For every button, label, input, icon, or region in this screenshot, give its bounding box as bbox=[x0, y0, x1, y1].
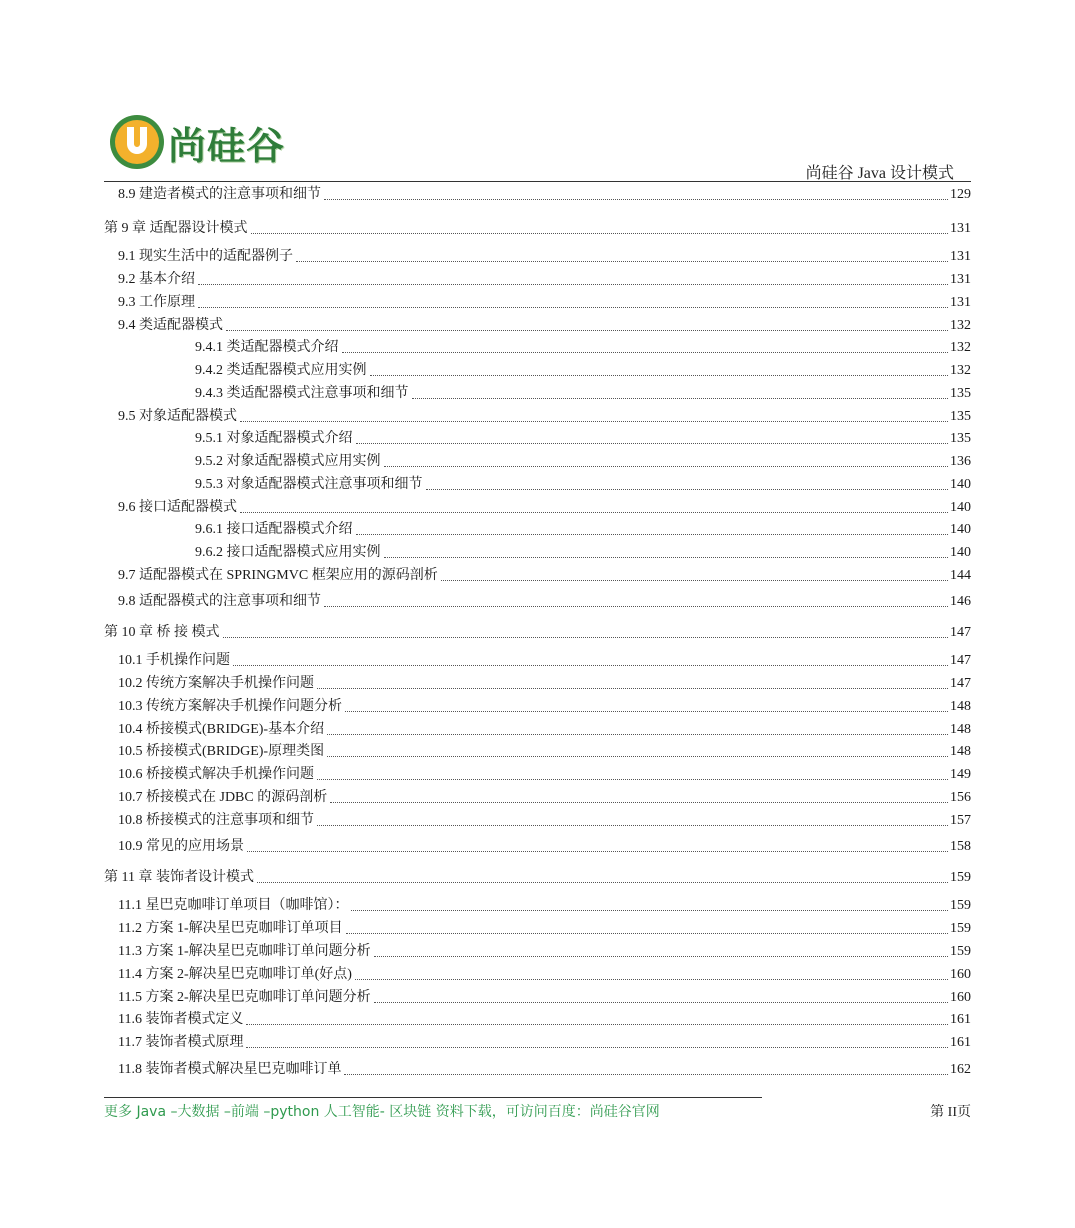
toc-entry[interactable] bbox=[104, 766, 971, 784]
logo-text: 尚硅谷 bbox=[168, 123, 286, 168]
toc-entry-label: 9.5.3 对象适配器模式注意事项和细节 bbox=[195, 477, 423, 492]
toc-entry-page: 131 bbox=[950, 249, 971, 264]
toc-entry[interactable] bbox=[104, 220, 971, 238]
toc-entry-page: 140 bbox=[950, 477, 971, 492]
toc-entry[interactable] bbox=[104, 186, 971, 204]
toc-entry-page: 148 bbox=[950, 722, 971, 737]
toc-entry-label: 9.8 适配器模式的注意事项和细节 bbox=[118, 594, 321, 609]
toc-entry-page: 131 bbox=[950, 295, 971, 310]
toc-entry-page: 129 bbox=[950, 187, 971, 202]
toc-entry[interactable] bbox=[104, 812, 971, 830]
toc-entry[interactable] bbox=[104, 385, 971, 403]
toc-entry[interactable] bbox=[104, 989, 971, 1007]
toc-entry-page: 147 bbox=[950, 625, 971, 640]
toc-entry-page: 156 bbox=[950, 790, 971, 805]
toc-entry[interactable] bbox=[104, 652, 971, 670]
toc-entry-label: 11.2 方案 1-解决星巴克咖啡订单项目 bbox=[118, 921, 343, 936]
toc-entry[interactable] bbox=[104, 248, 971, 266]
toc-entry-label: 9.2 基本介绍 bbox=[118, 272, 195, 287]
toc-entry-label: 8.9 建造者模式的注意事项和细节 bbox=[118, 187, 321, 202]
toc-entry-page: 158 bbox=[950, 839, 971, 854]
toc-entry[interactable] bbox=[104, 943, 971, 961]
toc-entry[interactable] bbox=[104, 966, 971, 984]
toc-entry[interactable] bbox=[104, 339, 971, 357]
toc-entry-label: 10.5 桥接模式(BRIDGE)-原理类图 bbox=[118, 744, 325, 759]
toc-entry-page: 159 bbox=[950, 898, 971, 913]
toc-entry-label: 9.5.1 对象适配器模式介绍 bbox=[195, 431, 353, 446]
toc-entry-page: 146 bbox=[950, 594, 971, 609]
toc-dot-leader bbox=[324, 605, 948, 607]
toc-entry-label: 9.3 工作原理 bbox=[118, 295, 195, 310]
toc-dot-leader bbox=[317, 778, 948, 780]
footer-link-text[interactable]: 更多 Java –大数据 –前端 –python 人工智能- 区块链 资料下载，可访问百度：尚硅谷官网 bbox=[104, 1104, 660, 1120]
toc-entry-label: 11.8 装饰者模式解决星巴克咖啡订单 bbox=[118, 1062, 342, 1077]
toc-entry[interactable] bbox=[104, 362, 971, 380]
toc-entry[interactable] bbox=[104, 521, 971, 539]
toc-dot-leader bbox=[374, 1001, 948, 1003]
logo-u-icon bbox=[108, 113, 166, 171]
logo bbox=[108, 113, 285, 171]
toc-entry-page: 148 bbox=[950, 699, 971, 714]
toc-dot-leader bbox=[233, 664, 948, 666]
toc-entry-label: 第 11 章 装饰者设计模式 bbox=[104, 870, 254, 885]
toc-entry[interactable] bbox=[104, 698, 971, 716]
toc-entry-page: 148 bbox=[950, 744, 971, 759]
toc-entry[interactable] bbox=[104, 721, 971, 739]
toc-entry[interactable] bbox=[104, 453, 971, 471]
toc-entry-page: 140 bbox=[950, 500, 971, 515]
toc-entry[interactable] bbox=[104, 499, 971, 517]
toc-entry-label: 9.4.2 类适配器模式应用实例 bbox=[195, 363, 367, 378]
toc-entry-page: 161 bbox=[950, 1012, 971, 1027]
toc-entry-page: 132 bbox=[950, 363, 971, 378]
toc-entry[interactable] bbox=[104, 271, 971, 289]
toc-entry-page: 135 bbox=[950, 386, 971, 401]
toc-entry[interactable] bbox=[104, 408, 971, 426]
toc-dot-leader bbox=[198, 283, 948, 285]
toc-entry-label: 10.2 传统方案解决手机操作问题 bbox=[118, 676, 314, 691]
toc-entry-label: 9.6.1 接口适配器模式介绍 bbox=[195, 522, 353, 537]
toc-dot-leader bbox=[441, 579, 948, 581]
toc-entry-label: 10.3 传统方案解决手机操作问题分析 bbox=[118, 699, 342, 714]
toc-entry-page: 131 bbox=[950, 272, 971, 287]
toc-entry[interactable] bbox=[104, 789, 971, 807]
toc-entry-page: 149 bbox=[950, 767, 971, 782]
toc-entry-label: 9.7 适配器模式在 SPRINGMVC 框架应用的源码剖析 bbox=[118, 568, 438, 583]
toc-dot-leader bbox=[370, 374, 949, 376]
toc-entry-page: 135 bbox=[950, 431, 971, 446]
toc-entry-label: 10.8 桥接模式的注意事项和细节 bbox=[118, 813, 314, 828]
toc-entry-page: 161 bbox=[950, 1035, 971, 1050]
toc-entry[interactable] bbox=[104, 476, 971, 494]
toc-entry-label: 11.6 装饰者模式定义 bbox=[118, 1012, 244, 1027]
toc-entry-label: 10.7 桥接模式在 JDBC 的源码剖析 bbox=[118, 790, 328, 805]
toc-entry[interactable] bbox=[104, 743, 971, 761]
toc-dot-leader bbox=[296, 260, 948, 262]
toc-entry[interactable] bbox=[104, 544, 971, 562]
toc-entry-page: 131 bbox=[950, 221, 971, 236]
toc-dot-leader bbox=[327, 755, 948, 757]
page-number: 第 II页 bbox=[930, 1105, 971, 1120]
toc-dot-leader bbox=[226, 329, 948, 331]
toc-entry-label: 10.1 手机操作问题 bbox=[118, 653, 230, 668]
toc-dot-leader bbox=[327, 733, 948, 735]
toc-dot-leader bbox=[240, 420, 948, 422]
toc-entry[interactable] bbox=[104, 624, 971, 642]
toc-entry[interactable] bbox=[104, 869, 971, 887]
toc-entry[interactable] bbox=[104, 920, 971, 938]
toc-entry-label: 10.4 桥接模式(BRIDGE)-基本介绍 bbox=[118, 722, 325, 737]
toc-entry-label: 9.6.2 接口适配器模式应用实例 bbox=[195, 545, 381, 560]
toc-dot-leader bbox=[330, 801, 948, 803]
toc-entry-page: 135 bbox=[950, 409, 971, 424]
toc-entry-label: 第 9 章 适配器设计模式 bbox=[104, 221, 248, 236]
toc-dot-leader bbox=[257, 881, 948, 883]
toc-dot-leader bbox=[374, 955, 948, 957]
toc-entry-label: 9.1 现实生活中的适配器例子 bbox=[118, 249, 293, 264]
toc-entry-label: 10.9 常见的应用场景 bbox=[118, 839, 244, 854]
toc-dot-leader bbox=[412, 397, 949, 399]
header-divider bbox=[104, 181, 971, 182]
toc-entry[interactable] bbox=[104, 294, 971, 312]
toc-dot-leader bbox=[351, 909, 948, 911]
footer-divider bbox=[104, 1097, 762, 1098]
toc-entry[interactable] bbox=[104, 1011, 971, 1029]
toc-dot-leader bbox=[251, 232, 949, 234]
toc-entry-page: 160 bbox=[950, 990, 971, 1005]
toc-dot-leader bbox=[223, 636, 949, 638]
toc-entry-label: 9.4 类适配器模式 bbox=[118, 318, 223, 333]
toc-dot-leader bbox=[346, 932, 948, 934]
toc-dot-leader bbox=[356, 442, 949, 444]
toc-dot-leader bbox=[384, 465, 949, 467]
toc-entry-label: 11.4 方案 2-解决星巴克咖啡订单(好点) bbox=[118, 967, 352, 982]
toc-entry-label: 11.7 装饰者模式原理 bbox=[118, 1035, 244, 1050]
toc-entry-page: 132 bbox=[950, 318, 971, 333]
toc-entry[interactable] bbox=[104, 593, 971, 611]
toc-entry-page: 147 bbox=[950, 653, 971, 668]
toc-entry-label: 9.6 接口适配器模式 bbox=[118, 500, 237, 515]
toc-entry-label: 11.1 星巴克咖啡订单项目（咖啡馆）： bbox=[118, 898, 349, 913]
toc-entry[interactable] bbox=[104, 675, 971, 693]
toc-entry[interactable] bbox=[104, 430, 971, 448]
toc-entry[interactable] bbox=[104, 317, 971, 335]
toc-dot-leader bbox=[342, 351, 949, 353]
toc-entry-label: 第 10 章 桥 接 模式 bbox=[104, 625, 220, 640]
toc-entry-page: 160 bbox=[950, 967, 971, 982]
toc-dot-leader bbox=[356, 533, 949, 535]
toc-dot-leader bbox=[345, 710, 948, 712]
toc-dot-leader bbox=[317, 824, 948, 826]
toc-entry-label: 11.5 方案 2-解决星巴克咖啡订单问题分析 bbox=[118, 990, 371, 1005]
toc-dot-leader bbox=[240, 511, 948, 513]
toc-entry[interactable] bbox=[104, 1034, 971, 1052]
toc-entry-page: 132 bbox=[950, 340, 971, 355]
toc-dot-leader bbox=[198, 306, 948, 308]
toc-dot-leader bbox=[344, 1073, 948, 1075]
toc-dot-leader bbox=[247, 850, 948, 852]
toc-entry-page: 144 bbox=[950, 568, 971, 583]
toc-dot-leader bbox=[384, 556, 949, 558]
toc-entry[interactable] bbox=[104, 838, 971, 856]
toc-dot-leader bbox=[324, 198, 948, 200]
toc-entry-label: 11.3 方案 1-解决星巴克咖啡订单问题分析 bbox=[118, 944, 371, 959]
toc-entry[interactable] bbox=[104, 1061, 971, 1079]
toc-entry-page: 159 bbox=[950, 944, 971, 959]
toc-dot-leader bbox=[246, 1023, 948, 1025]
toc-entry-page: 157 bbox=[950, 813, 971, 828]
toc-entry-page: 140 bbox=[950, 522, 971, 537]
toc-entry[interactable] bbox=[104, 897, 971, 915]
toc-dot-leader bbox=[317, 687, 948, 689]
toc-entry-page: 140 bbox=[950, 545, 971, 560]
header-title: 尚硅谷 Java 设计模式 bbox=[805, 165, 954, 182]
toc-dot-leader bbox=[426, 488, 949, 490]
toc-entry[interactable] bbox=[104, 567, 971, 585]
toc-entry-page: 147 bbox=[950, 676, 971, 691]
toc-entry-page: 159 bbox=[950, 870, 971, 885]
toc-entry-label: 10.6 桥接模式解决手机操作问题 bbox=[118, 767, 314, 782]
toc-entry-label: 9.4.1 类适配器模式介绍 bbox=[195, 340, 339, 355]
toc-entry-label: 9.5 对象适配器模式 bbox=[118, 409, 237, 424]
toc-entry-page: 136 bbox=[950, 454, 971, 469]
toc-dot-leader bbox=[246, 1046, 948, 1048]
toc-entry-label: 9.4.3 类适配器模式注意事项和细节 bbox=[195, 386, 409, 401]
toc-dot-leader bbox=[355, 978, 948, 980]
toc-entry-label: 9.5.2 对象适配器模式应用实例 bbox=[195, 454, 381, 469]
toc-entry-page: 162 bbox=[950, 1062, 971, 1077]
toc-entry-page: 159 bbox=[950, 921, 971, 936]
